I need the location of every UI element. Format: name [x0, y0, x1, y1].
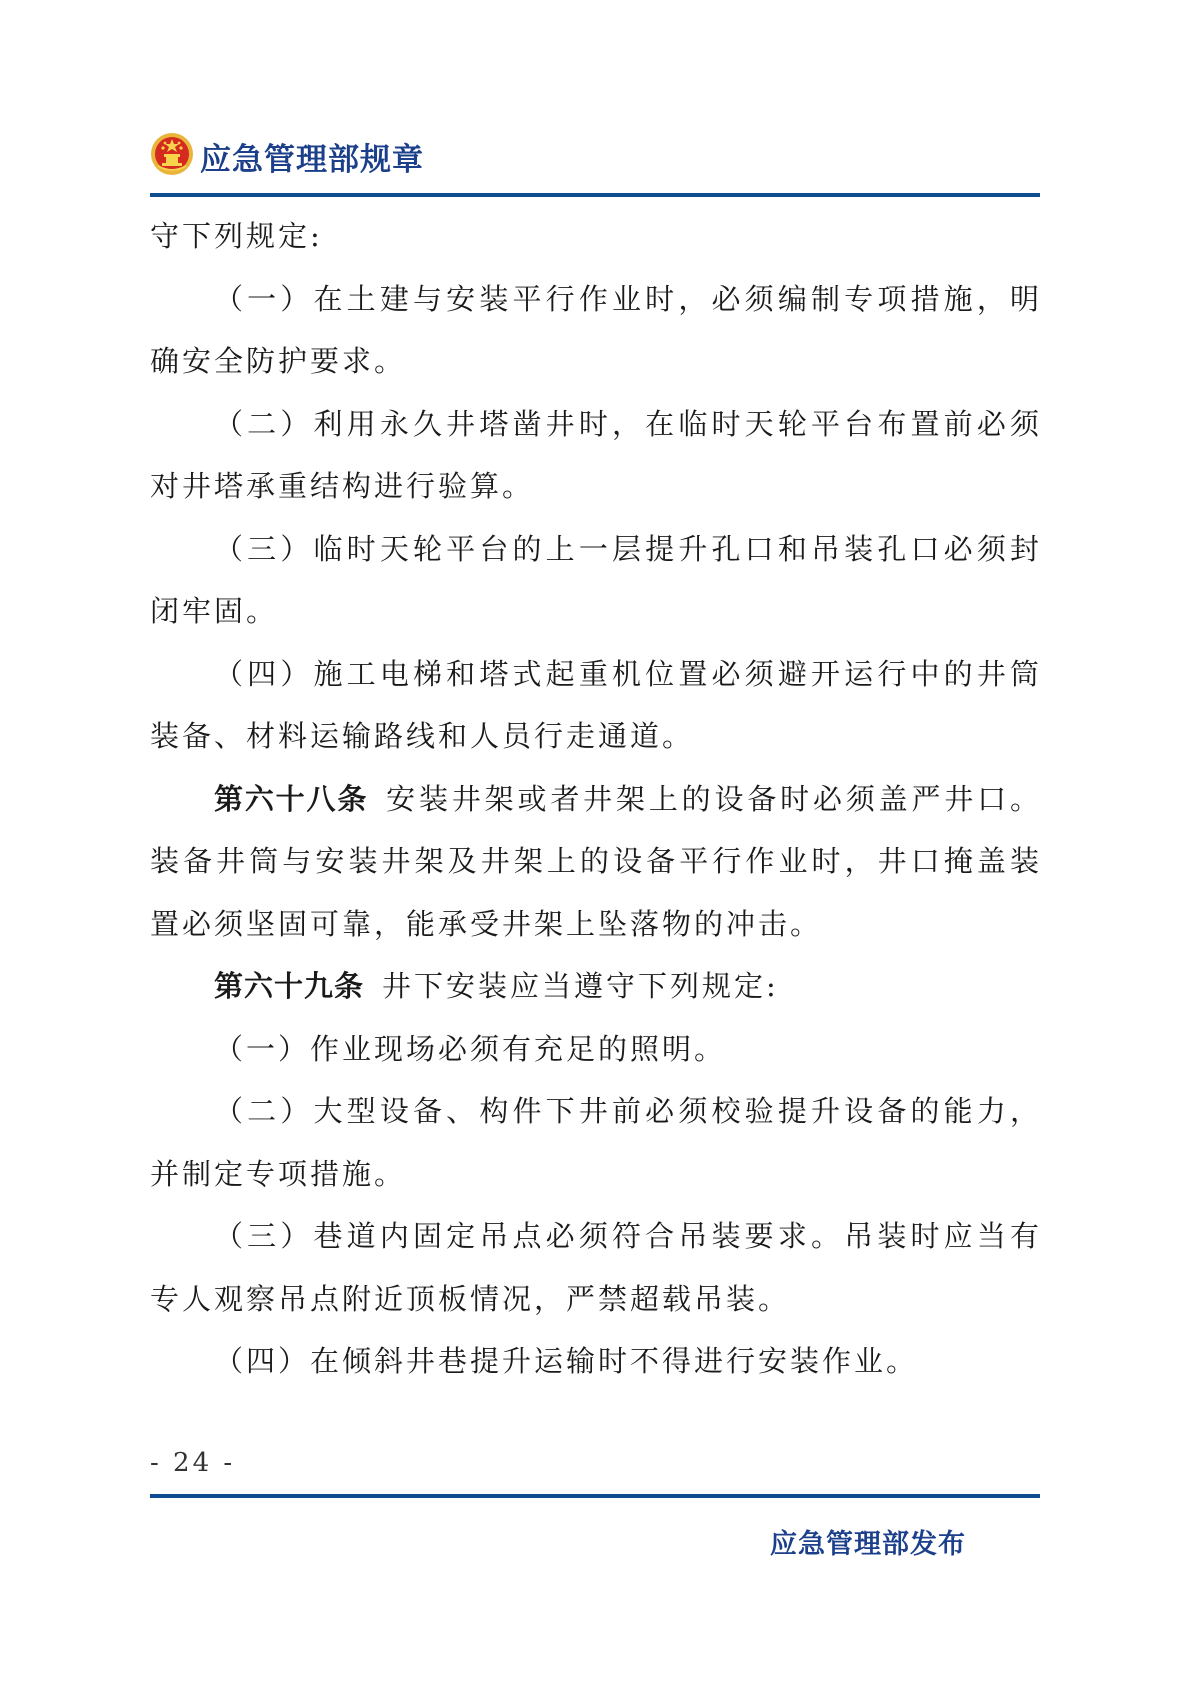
article-number: 第六十八条	[214, 781, 369, 816]
paragraph: （一）在土建与安装平行作业时，必须编制专项措施，明确安全防护要求。	[150, 281, 1042, 378]
page-header	[150, 128, 1040, 182]
header-divider	[150, 193, 1040, 197]
paragraph: 守下列规定:	[150, 219, 323, 253]
national-emblem-icon	[150, 132, 194, 176]
article-paragraph: 第六十九条 井下安装应当遵守下列规定:	[214, 969, 779, 1003]
article-paragraph: 第六十八条 安装井架或者井架上的设备时必须盖严井口。装备井筒与安装井架及井架上的设备平行作业时，井口掩盖装置必须坚固可靠，能承受井架上坠落物的冲击。	[150, 781, 1042, 941]
document-body	[150, 205, 1042, 1393]
header-title: 应急管理部规章	[200, 142, 424, 178]
paragraph: （四）在倾斜井巷提升运输时不得进行安装作业。	[214, 1344, 919, 1378]
paragraph: （二）大型设备、构件下井前必须校验提升设备的能力，并制定专项措施。	[150, 1094, 1042, 1191]
article-number: 第六十九条	[214, 969, 365, 1003]
paragraph: （一）作业现场必须有充足的照明。	[214, 1031, 727, 1066]
paragraph: （四）施工电梯和塔式起重机位置必须避开运行中的井筒装备、材料运输路线和人员行走通道。	[150, 656, 1042, 753]
paragraph: （三）巷道内固定吊点必须符合吊装要求。吊装时应当有专人观察吊点附近顶板情况，严禁超载吊装。	[150, 1219, 1042, 1316]
page-number: - 24 -	[150, 1448, 236, 1478]
paragraph: （二）利用永久井塔凿井时，在临时天轮平台布置前必须对井塔承重结构进行验算。	[150, 406, 1042, 503]
footer-publisher: 应急管理部发布	[770, 1529, 966, 1560]
footer-divider	[150, 1494, 1040, 1498]
paragraph: （三）临时天轮平台的上一层提升孔口和吊装孔口必须封闭牢固。	[150, 531, 1042, 628]
